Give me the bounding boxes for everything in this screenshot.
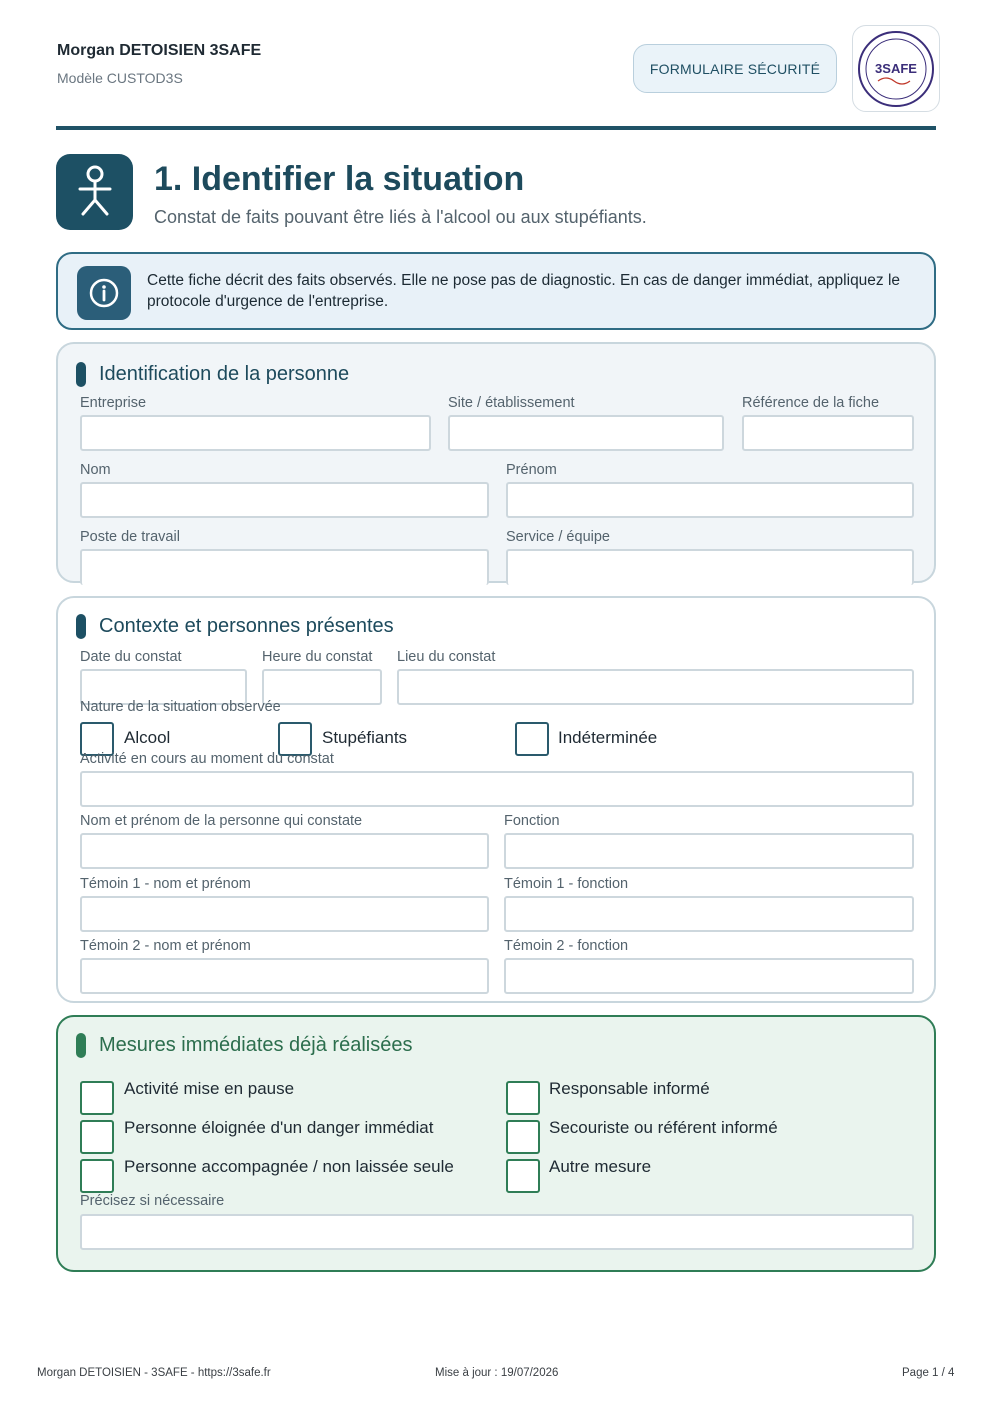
pause-checkbox[interactable]	[80, 1081, 114, 1115]
logo-seal-icon	[856, 29, 936, 109]
autre-label: Autre mesure	[549, 1157, 652, 1176]
footer-author: Morgan DETOISIEN - 3SAFE - https://3safe.fr	[37, 1367, 271, 1379]
temoin2-fonction-field[interactable]	[504, 958, 914, 994]
service-label: Service / équipe	[506, 529, 610, 545]
reference-label: Référence de la fiche	[742, 395, 880, 411]
site-field[interactable]	[448, 415, 724, 451]
info-text: Cette fiche décrit des faits observés. Elle ne pose pas de diagnostic. En cas de danger immédiat, appliquez le protocole d'urgence de l'entreprise.	[147, 272, 901, 310]
indeterminee-label: Indéterminée	[558, 728, 658, 747]
mesures-title-text: Mesures immédiates déjà réalisées	[99, 1034, 413, 1056]
entreprise-label: Entreprise	[80, 395, 147, 411]
prenom-label: Prénom	[506, 462, 557, 478]
model-name: Modèle CUSTOD3S	[57, 70, 183, 86]
identification-title-text: Identification de la personne	[99, 363, 350, 385]
svg-text:3SAFE: 3SAFE	[875, 60, 917, 76]
nom-field[interactable]	[80, 482, 489, 518]
contexte-title	[76, 614, 394, 639]
identification-panel	[56, 342, 936, 583]
heure-label: Heure du constat	[262, 649, 373, 665]
temoin2-fonction-label: Témoin 2 - fonction	[504, 938, 629, 954]
info-notice	[56, 252, 936, 330]
temoin2-nom-field[interactable]	[80, 958, 489, 994]
constatant-label: Nom et prénom de la personne qui constate	[80, 813, 363, 829]
fonction-label: Fonction	[504, 813, 560, 829]
precisez-field[interactable]	[80, 1214, 914, 1250]
accompagnee-checkbox[interactable]	[80, 1159, 114, 1193]
temoin1-fonction-label: Témoin 1 - fonction	[504, 876, 629, 892]
section-marker	[76, 614, 86, 639]
nature-label: Nature de la situation observée	[80, 699, 281, 715]
secouriste-label: Secouriste ou référent informé	[549, 1118, 778, 1137]
date-label: Date du constat	[80, 649, 182, 665]
identification-title	[76, 362, 349, 387]
contexte-title-text: Contexte et personnes présentes	[99, 615, 394, 637]
alcool-label: Alcool	[124, 728, 171, 747]
responsable-label: Responsable informé	[549, 1079, 710, 1098]
footer-update-date: Mise à jour : 19/07/2026	[435, 1367, 559, 1379]
header-rule	[56, 126, 936, 130]
temoin2-nom-label: Témoin 2 - nom et prénom	[80, 938, 251, 954]
lieu-label: Lieu du constat	[397, 649, 496, 665]
contexte-panel	[56, 596, 936, 1003]
service-field[interactable]	[506, 549, 914, 585]
poste-field[interactable]	[80, 549, 489, 585]
info-icon	[77, 266, 131, 320]
pause-label: Activité mise en pause	[124, 1079, 295, 1098]
author-name: Morgan DETOISIEN 3SAFE	[57, 42, 262, 59]
entreprise-field[interactable]	[80, 415, 431, 451]
reference-field[interactable]	[742, 415, 914, 451]
section-marker	[76, 1033, 86, 1058]
nom-label: Nom	[80, 462, 111, 478]
eloignee-label: Personne éloignée d'un danger immédiat	[124, 1118, 434, 1137]
footer-page-number: Page 1 / 4	[902, 1367, 955, 1379]
section-subtitle: Constat de faits pouvant être liés à l'alcool ou aux stupéfiants.	[154, 207, 647, 227]
poste-label: Poste de travail	[80, 529, 180, 545]
section-title: 1. Identifier la situation	[154, 160, 525, 198]
lieu-field[interactable]	[397, 669, 914, 705]
stupefiants-label: Stupéfiants	[322, 728, 408, 747]
mesures-title	[76, 1033, 412, 1058]
mesures-panel	[56, 1015, 936, 1272]
eloignee-checkbox[interactable]	[80, 1120, 114, 1154]
indeterminee-checkbox[interactable]	[515, 722, 549, 756]
autre-checkbox[interactable]	[506, 1159, 540, 1193]
precisez-label: Précisez si nécessaire	[80, 1193, 225, 1209]
activite-field[interactable]	[80, 771, 914, 807]
accompagnee-label: Personne accompagnée / non laissée seule	[124, 1157, 454, 1176]
secouriste-checkbox[interactable]	[506, 1120, 540, 1154]
person-icon	[56, 154, 133, 230]
company-logo	[852, 25, 940, 112]
activite-label: Activité en cours au moment du constat	[80, 751, 334, 767]
temoin1-nom-field[interactable]	[80, 896, 489, 932]
temoin1-nom-label: Témoin 1 - nom et prénom	[80, 876, 251, 892]
prenom-field[interactable]	[506, 482, 914, 518]
constatant-field[interactable]	[80, 833, 489, 869]
form-type-badge: FORMULAIRE SÉCURITÉ	[633, 44, 837, 93]
section-marker	[76, 362, 86, 387]
responsable-checkbox[interactable]	[506, 1081, 540, 1115]
temoin1-fonction-field[interactable]	[504, 896, 914, 932]
fonction-field[interactable]	[504, 833, 914, 869]
site-label: Site / établissement	[448, 395, 575, 411]
